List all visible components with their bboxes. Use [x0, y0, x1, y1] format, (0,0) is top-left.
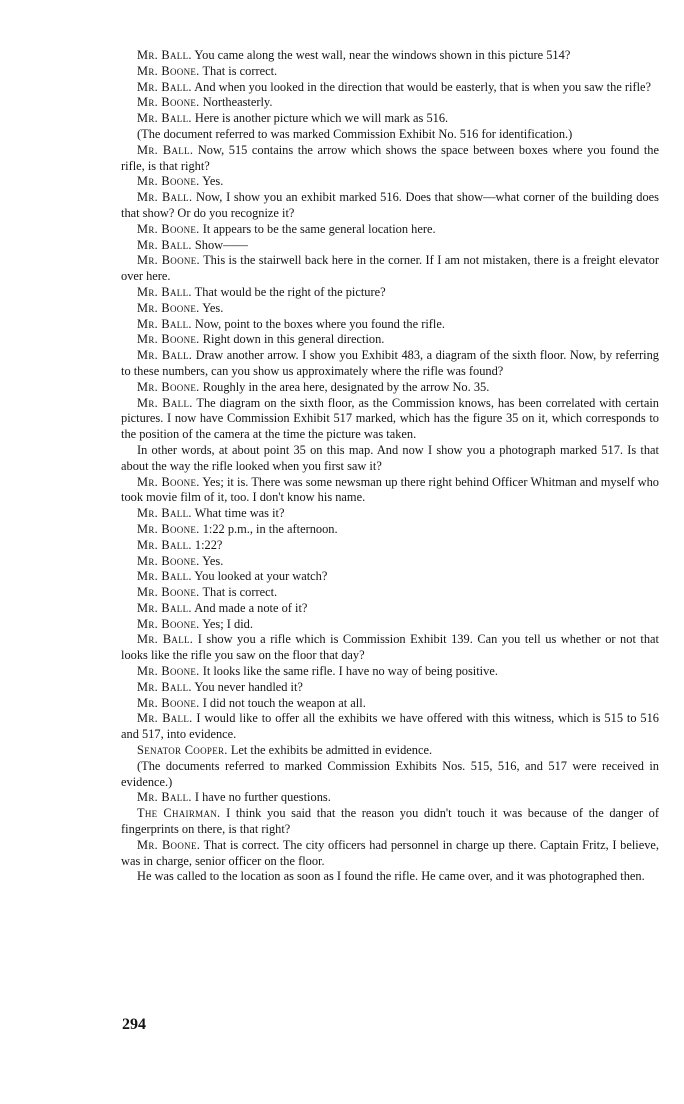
speaker-name: Mr. Ball.	[137, 284, 192, 299]
speaker-name: Mr. Ball.	[137, 237, 192, 252]
paragraph-text: (The document referred to was marked Commission Exhibit No. 516 for identification.)	[137, 126, 573, 141]
transcript-paragraph	[121, 696, 659, 712]
speaker-name: Mr. Ball.	[137, 348, 193, 363]
transcript-paragraph	[121, 743, 659, 759]
transcript-paragraph	[121, 569, 659, 585]
speaker-name: Mr. Boone.	[137, 300, 200, 315]
speaker-name: Mr. Ball.	[137, 569, 192, 584]
transcript-paragraph	[121, 95, 659, 111]
paragraph-text: Let the exhibits be admitted in evidence.	[230, 743, 433, 758]
speaker-name: Mr. Boone.	[137, 95, 200, 110]
transcript-paragraph	[121, 80, 659, 96]
paragraph-text: That is correct.	[202, 63, 278, 78]
paragraph-text: What time was it?	[194, 506, 285, 521]
paragraph-text: Here is another picture which we will mark as 516.	[194, 111, 449, 126]
paragraph-text: You came along the west wall, near the windows shown in this picture 514?	[194, 48, 571, 62]
transcript-paragraph	[121, 222, 659, 238]
transcript-paragraph	[121, 64, 659, 80]
transcript-paragraph	[121, 253, 659, 285]
paragraph-text: And when you looked in the direction that would be easterly, that is when you saw the rifle?	[194, 79, 652, 94]
speaker-name: Mr. Boone.	[137, 253, 200, 268]
speaker-name: Mr. Ball.	[137, 142, 194, 157]
transcript-paragraph	[121, 806, 659, 838]
speaker-name: Mr. Ball.	[137, 190, 193, 205]
paragraph-text: The diagram on the sixth floor, as the Commission knows, has been correlated with certain pictures. I now have Commission Exhibit 517 marked, which has the figure 35 on it, which corresponds to the position of the camera at the time the picture was taken.	[121, 395, 659, 442]
transcript-paragraph	[121, 759, 659, 791]
speaker-name: Mr. Ball.	[137, 79, 192, 94]
speaker-name: Mr. Boone.	[137, 695, 200, 710]
speaker-name: Mr. Ball.	[137, 679, 192, 694]
transcript-paragraph	[121, 111, 659, 127]
transcript-paragraph	[121, 601, 659, 617]
paragraph-text: Yes; I did.	[202, 616, 253, 631]
paragraph-text: Yes.	[202, 300, 224, 315]
transcript-paragraph	[121, 617, 659, 633]
paragraph-text: This is the stairwell back here in the corner. If I am not mistaken, there is a freight elevator over here.	[121, 253, 660, 284]
paragraph-text: Roughly in the area here, designated by the arrow No. 35.	[202, 379, 490, 394]
paragraph-text: Yes.	[202, 174, 224, 189]
speaker-name: Mr. Boone.	[137, 474, 200, 489]
speaker-name: Mr. Boone.	[137, 553, 200, 568]
speaker-name: Mr. Ball.	[137, 111, 192, 126]
paragraph-text: I have no further questions.	[194, 790, 331, 805]
transcript-paragraph	[121, 348, 659, 380]
speaker-name: Mr. Ball.	[137, 48, 192, 62]
transcript-paragraph	[121, 522, 659, 538]
speaker-name: Mr. Boone.	[137, 379, 200, 394]
paragraph-text: Draw another arrow. I show you Exhibit 483, a diagram of the sixth floor. Now, by referring to these numbers, can you show us approximately where the rifle was found?	[121, 348, 659, 378]
transcript-paragraph	[121, 443, 659, 475]
speaker-name: Mr. Boone.	[137, 174, 200, 189]
transcript-paragraph	[121, 790, 659, 806]
speaker-name: Senator Cooper.	[137, 743, 228, 758]
transcript-paragraph	[121, 869, 659, 885]
transcript-paragraph	[121, 380, 659, 396]
speaker-name: Mr. Boone.	[137, 63, 200, 78]
transcript-paragraph	[121, 174, 659, 190]
paragraph-text: That is correct.	[202, 585, 278, 600]
paragraph-text: I think you said that the reason you didn't touch it was because of the danger of fingerprints on there, is that right?	[121, 806, 660, 837]
paragraph-text: Now, I show you an exhibit marked 516. Does that show—what corner of the building does that show? Or do you recognize it?	[121, 190, 659, 220]
transcript-paragraph	[121, 301, 659, 317]
transcript-paragraph	[121, 632, 659, 664]
paragraph-text: That would be the right of the picture?	[194, 284, 386, 299]
speaker-name: Mr. Boone.	[137, 664, 200, 679]
paragraph-text: Northeasterly.	[202, 95, 273, 110]
paragraph-text: It looks like the same rifle. I have no way of being positive.	[202, 664, 498, 679]
paragraph-text: You looked at your watch?	[194, 569, 328, 584]
transcript-paragraph	[121, 317, 659, 333]
paragraph-text: I would like to offer all the exhibits we have offered with this witness, which is 515 to 516 and 517, into evidence.	[121, 711, 659, 742]
paragraph-text: 1:22 p.m., in the afternoon.	[202, 521, 338, 536]
paragraph-text: In other words, at about point 35 on this map. And now I show you a photograph marked 517. Is that about the way the rifle looked when you first saw it?	[121, 442, 659, 473]
transcript-paragraph	[121, 238, 659, 254]
paragraph-text: You never handled it?	[194, 679, 303, 694]
speaker-name: Mr. Boone.	[137, 521, 200, 536]
paragraph-text: Yes.	[202, 553, 224, 568]
speaker-name: Mr. Ball.	[137, 790, 192, 805]
speaker-name: Mr. Ball.	[137, 537, 192, 552]
speaker-name: Mr. Ball.	[137, 632, 194, 647]
speaker-name: Mr. Ball.	[137, 316, 192, 331]
speaker-name: Mr. Ball.	[137, 506, 192, 521]
transcript-paragraph	[121, 396, 659, 443]
page-number: 294	[122, 1016, 146, 1033]
transcript-paragraph	[121, 190, 659, 222]
paragraph-text: Show——	[194, 237, 248, 252]
transcript-paragraph	[121, 285, 659, 301]
paragraph-text: Right down in this general direction.	[202, 332, 385, 347]
transcript-paragraph	[121, 680, 659, 696]
speaker-name: Mr. Ball.	[137, 600, 192, 615]
paragraph-text: I show you a rifle which is Commission Exhibit 139. Can you tell us whether or not that looks like the rifle you saw on the floor that day?	[121, 632, 659, 663]
paragraph-text: Yes; it is. There was some newsman up there right behind Officer Whitman and myself who took movie film of it, too. I don't know his name.	[121, 474, 659, 505]
transcript-paragraph	[121, 585, 659, 601]
speaker-name: Mr. Boone.	[137, 221, 200, 236]
paragraph-text: He was called to the location as soon as I found the rifle. He came over, and it was photographed then.	[137, 869, 645, 884]
paragraph-text: 1:22?	[194, 537, 223, 552]
transcript-paragraph	[121, 475, 659, 507]
transcript-paragraph	[121, 48, 659, 64]
transcript-paragraph	[121, 664, 659, 680]
paragraph-text: Now, point to the boxes where you found the rifle.	[194, 316, 445, 331]
transcript-body	[121, 48, 659, 885]
transcript-paragraph	[121, 538, 659, 554]
speaker-name: Mr. Boone.	[137, 837, 201, 852]
transcript-paragraph	[121, 838, 659, 870]
transcript-paragraph	[121, 506, 659, 522]
speaker-name: Mr. Ball.	[137, 711, 193, 726]
transcript-paragraph	[121, 554, 659, 570]
transcript-paragraph	[121, 332, 659, 348]
speaker-name: Mr. Ball.	[137, 395, 193, 410]
paragraph-text: I did not touch the weapon at all.	[202, 695, 366, 710]
speaker-name: Mr. Boone.	[137, 585, 200, 600]
speaker-name: Mr. Boone.	[137, 616, 200, 631]
paragraph-text: It appears to be the same general location here.	[202, 221, 436, 236]
transcript-paragraph	[121, 127, 659, 143]
paragraph-text: And made a note of it?	[194, 600, 308, 615]
paragraph-text: That is correct. The city officers had personnel in charge up there. Captain Fritz, I believe, was in charge, senior officer on the floor.	[121, 837, 660, 868]
speaker-name: The Chairman.	[137, 806, 221, 821]
paragraph-text: (The documents referred to marked Commission Exhibits Nos. 515, 516, and 517 were received in evidence.)	[121, 758, 659, 789]
paragraph-text: Now, 515 contains the arrow which shows the space between boxes where you found the rifle, is that right?	[121, 142, 659, 173]
transcript-paragraph	[121, 143, 659, 175]
transcript-paragraph	[121, 711, 659, 743]
speaker-name: Mr. Boone.	[137, 332, 200, 347]
